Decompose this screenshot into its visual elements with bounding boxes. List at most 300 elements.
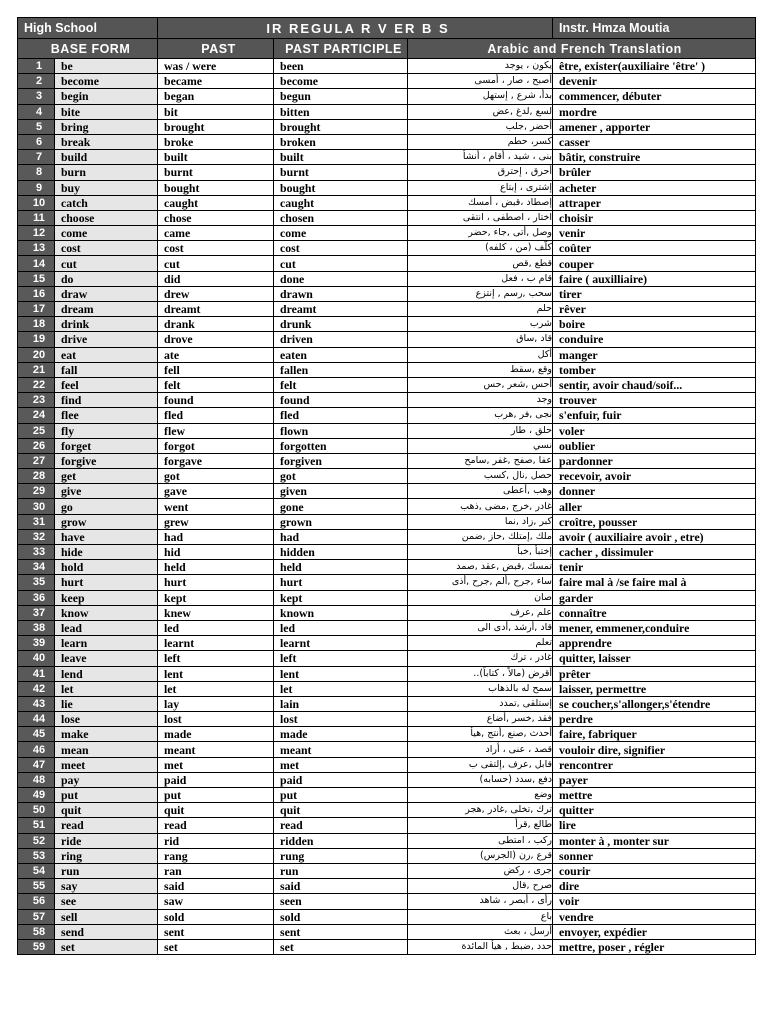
base-form-cell: put — [55, 788, 158, 803]
table-row — [18, 393, 756, 408]
arabic-translation-cell: ساء ,جرح ,ألم ,جرح ,أذى — [408, 575, 553, 590]
base-form-cell: have — [55, 529, 158, 544]
table-row — [18, 727, 756, 742]
past-cell: dreamt — [158, 302, 274, 317]
row-number: 20 — [18, 347, 55, 362]
past-participle-cell: lain — [274, 696, 408, 711]
table-row — [18, 666, 756, 681]
past-cell: chose — [158, 210, 274, 225]
row-number: 3 — [18, 89, 55, 104]
arabic-translation-cell: قابل ,عرف ,إلتقى ب — [408, 757, 553, 772]
row-number: 50 — [18, 803, 55, 818]
base-form-cell: forgive — [55, 453, 158, 468]
base-form-cell: keep — [55, 590, 158, 605]
table-row — [18, 59, 756, 74]
table-row — [18, 545, 756, 560]
past-cell: forgave — [158, 453, 274, 468]
french-translation-cell: choisir — [553, 210, 756, 225]
table-row — [18, 803, 756, 818]
past-participle-cell: burnt — [274, 165, 408, 180]
arabic-translation-cell: أكل — [408, 347, 553, 362]
base-form-cell: bite — [55, 104, 158, 119]
row-number: 39 — [18, 636, 55, 651]
table-row — [18, 788, 756, 803]
row-number: 52 — [18, 833, 55, 848]
past-participle-cell: gone — [274, 499, 408, 514]
table-row — [18, 469, 756, 484]
row-number: 40 — [18, 651, 55, 666]
arabic-translation-cell: إصطاد ،قبض ، أمسك — [408, 195, 553, 210]
row-number: 38 — [18, 620, 55, 635]
base-form-cell: burn — [55, 165, 158, 180]
past-cell: saw — [158, 894, 274, 909]
arabic-translation-cell: أحس ,شعر ,حس — [408, 377, 553, 392]
past-participle-cell: brought — [274, 119, 408, 134]
past-cell: sold — [158, 909, 274, 924]
base-form-cell: lead — [55, 620, 158, 635]
row-number: 42 — [18, 681, 55, 696]
row-number: 33 — [18, 545, 55, 560]
past-participle-cell: put — [274, 788, 408, 803]
past-participle-cell: learnt — [274, 636, 408, 651]
row-number: 28 — [18, 469, 55, 484]
french-translation-cell: garder — [553, 590, 756, 605]
table-row — [18, 848, 756, 863]
row-number: 48 — [18, 772, 55, 787]
arabic-translation-cell: فقد ,خسر ,أضاع — [408, 712, 553, 727]
table-row — [18, 453, 756, 468]
row-number: 19 — [18, 332, 55, 347]
arabic-translation-cell: شرب — [408, 317, 553, 332]
row-number: 57 — [18, 909, 55, 924]
base-form-cell: flee — [55, 408, 158, 423]
table-row — [18, 438, 756, 453]
row-number: 16 — [18, 286, 55, 301]
instructor-label: Instr. Hmza Moutia — [553, 18, 756, 39]
table-row — [18, 256, 756, 271]
french-translation-cell: cacher , dissimuler — [553, 545, 756, 560]
base-form-cell: hurt — [55, 575, 158, 590]
row-number: 31 — [18, 514, 55, 529]
table-row — [18, 210, 756, 225]
past-cell: lay — [158, 696, 274, 711]
row-number: 14 — [18, 256, 55, 271]
past-cell: drank — [158, 317, 274, 332]
arabic-translation-cell: ملك ,إمتلك ,حاز ,ضمن — [408, 529, 553, 544]
past-participle-cell: made — [274, 727, 408, 742]
row-number: 22 — [18, 377, 55, 392]
past-cell: went — [158, 499, 274, 514]
french-translation-cell: coûter — [553, 241, 756, 256]
french-translation-cell: mettre, poser , régler — [553, 939, 756, 954]
arabic-translation-cell: قاد ,أرشد ,أدى الى — [408, 620, 553, 635]
table-row — [18, 939, 756, 954]
arabic-translation-cell: سمح له بالذهاب — [408, 681, 553, 696]
arabic-translation-cell: لسع ,لدغ ,عض — [408, 104, 553, 119]
table-row — [18, 180, 756, 195]
past-participle-cell: rung — [274, 848, 408, 863]
arabic-translation-cell: قام ب ، فعل — [408, 271, 553, 286]
past-cell: put — [158, 788, 274, 803]
table-row — [18, 712, 756, 727]
base-form-cell: dream — [55, 302, 158, 317]
table-row — [18, 408, 756, 423]
french-translation-cell: rencontrer — [553, 757, 756, 772]
table-row — [18, 195, 756, 210]
past-cell: burnt — [158, 165, 274, 180]
arabic-translation-cell: أقرض (مالاً ، كتاباً).. — [408, 666, 553, 681]
table-row — [18, 347, 756, 362]
french-translation-cell: conduire — [553, 332, 756, 347]
french-translation-cell: voler — [553, 423, 756, 438]
base-form-cell: build — [55, 150, 158, 165]
base-form-cell: quit — [55, 803, 158, 818]
row-number: 35 — [18, 575, 55, 590]
base-form-cell: send — [55, 924, 158, 939]
past-cell: was / were — [158, 59, 274, 74]
past-cell: lent — [158, 666, 274, 681]
row-number: 36 — [18, 590, 55, 605]
french-translation-cell: mettre — [553, 788, 756, 803]
arabic-translation-cell: علم ,عرف — [408, 605, 553, 620]
past-participle-cell: sent — [274, 924, 408, 939]
table-row — [18, 484, 756, 499]
table-row — [18, 377, 756, 392]
base-form-cell: learn — [55, 636, 158, 651]
past-participle-cell: hurt — [274, 575, 408, 590]
past-cell: had — [158, 529, 274, 544]
past-cell: quit — [158, 803, 274, 818]
row-number: 9 — [18, 180, 55, 195]
french-translation-cell: couper — [553, 256, 756, 271]
arabic-translation-cell: بنى ، شيد ، أقام ، أنشأ — [408, 150, 553, 165]
french-translation-cell: perdre — [553, 712, 756, 727]
column-header-past: PAST — [158, 39, 274, 59]
past-cell: brought — [158, 119, 274, 134]
past-participle-cell: sold — [274, 909, 408, 924]
past-participle-cell: fallen — [274, 362, 408, 377]
table-row — [18, 590, 756, 605]
past-cell: ran — [158, 863, 274, 878]
french-translation-cell: attraper — [553, 195, 756, 210]
french-translation-cell: aller — [553, 499, 756, 514]
base-form-cell: draw — [55, 286, 158, 301]
arabic-translation-cell: قطع ,قص — [408, 256, 553, 271]
past-cell: hid — [158, 545, 274, 560]
past-cell: found — [158, 393, 274, 408]
past-cell: fell — [158, 362, 274, 377]
past-cell: ate — [158, 347, 274, 362]
past-cell: bought — [158, 180, 274, 195]
table-row — [18, 423, 756, 438]
base-form-cell: hide — [55, 545, 158, 560]
row-number: 26 — [18, 438, 55, 453]
base-form-cell: ring — [55, 848, 158, 863]
french-translation-cell: faire ( auxilliaire) — [553, 271, 756, 286]
french-translation-cell: courir — [553, 863, 756, 878]
arabic-translation-cell: رأى ، أبصر ، شاهد — [408, 894, 553, 909]
base-form-cell: give — [55, 484, 158, 499]
past-participle-cell: grown — [274, 514, 408, 529]
table-row — [18, 742, 756, 757]
french-translation-cell: connaître — [553, 605, 756, 620]
past-cell: fled — [158, 408, 274, 423]
row-number: 43 — [18, 696, 55, 711]
french-translation-cell: commencer, débuter — [553, 89, 756, 104]
past-cell: gave — [158, 484, 274, 499]
arabic-translation-cell: وقع ,سقط — [408, 362, 553, 377]
past-cell: rid — [158, 833, 274, 848]
past-participle-cell: bitten — [274, 104, 408, 119]
table-row — [18, 620, 756, 635]
past-participle-cell: lost — [274, 712, 408, 727]
row-number: 30 — [18, 499, 55, 514]
base-form-cell: do — [55, 271, 158, 286]
row-number: 41 — [18, 666, 55, 681]
arabic-translation-cell: كسر، حطم — [408, 134, 553, 149]
past-participle-cell: held — [274, 560, 408, 575]
french-translation-cell: lire — [553, 818, 756, 833]
past-cell: held — [158, 560, 274, 575]
arabic-translation-cell: إستلقى ,تمدد — [408, 696, 553, 711]
table-row — [18, 332, 756, 347]
past-participle-cell: kept — [274, 590, 408, 605]
past-participle-cell: eaten — [274, 347, 408, 362]
arabic-translation-cell: حلم — [408, 302, 553, 317]
past-participle-cell: cost — [274, 241, 408, 256]
past-cell: knew — [158, 605, 274, 620]
past-participle-cell: given — [274, 484, 408, 499]
table-row — [18, 818, 756, 833]
table-row — [18, 165, 756, 180]
past-cell: hurt — [158, 575, 274, 590]
table-row — [18, 894, 756, 909]
past-participle-cell: been — [274, 59, 408, 74]
row-number: 24 — [18, 408, 55, 423]
table-row — [18, 134, 756, 149]
base-form-cell: make — [55, 727, 158, 742]
french-translation-cell: faire mal à /se faire mal à — [553, 575, 756, 590]
column-header-participle: PAST PARTICIPLE — [274, 39, 408, 59]
past-participle-cell: said — [274, 879, 408, 894]
past-cell: paid — [158, 772, 274, 787]
base-form-cell: know — [55, 605, 158, 620]
base-form-cell: break — [55, 134, 158, 149]
french-translation-cell: faire, fabriquer — [553, 727, 756, 742]
arabic-translation-cell: وهب ,أعطى — [408, 484, 553, 499]
school-label: High School — [18, 18, 158, 39]
table-row — [18, 924, 756, 939]
row-number: 59 — [18, 939, 55, 954]
french-translation-cell: tomber — [553, 362, 756, 377]
arabic-translation-cell: نجى ,فر ,هرب — [408, 408, 553, 423]
french-translation-cell: tirer — [553, 286, 756, 301]
base-form-cell: feel — [55, 377, 158, 392]
row-number: 1 — [18, 59, 55, 74]
row-number: 18 — [18, 317, 55, 332]
row-number: 32 — [18, 529, 55, 544]
french-translation-cell: amener , apporter — [553, 119, 756, 134]
row-number: 34 — [18, 560, 55, 575]
arabic-translation-cell: باع — [408, 909, 553, 924]
table-row — [18, 302, 756, 317]
arabic-translation-cell: حلق ، طار — [408, 423, 553, 438]
table-row — [18, 286, 756, 301]
past-participle-cell: let — [274, 681, 408, 696]
arabic-translation-cell: قاد ,ساق — [408, 332, 553, 347]
table-row — [18, 529, 756, 544]
past-participle-cell: known — [274, 605, 408, 620]
past-cell: said — [158, 879, 274, 894]
base-form-cell: lose — [55, 712, 158, 727]
arabic-translation-cell: صرح ,قال — [408, 879, 553, 894]
table-row — [18, 362, 756, 377]
french-translation-cell: vouloir dire, signifier — [553, 742, 756, 757]
french-translation-cell: oublier — [553, 438, 756, 453]
french-translation-cell: payer — [553, 772, 756, 787]
table-row — [18, 150, 756, 165]
arabic-translation-cell: تمسك ,قبض ,عقد ,صمد — [408, 560, 553, 575]
arabic-translation-cell: يكون ، يوجد — [408, 59, 553, 74]
past-cell: learnt — [158, 636, 274, 651]
past-cell: rang — [158, 848, 274, 863]
row-number: 17 — [18, 302, 55, 317]
row-number: 10 — [18, 195, 55, 210]
arabic-translation-cell: أرسل ، بعث — [408, 924, 553, 939]
past-participle-cell: caught — [274, 195, 408, 210]
french-translation-cell: être, exister(auxiliaire 'être' ) — [553, 59, 756, 74]
base-form-cell: drive — [55, 332, 158, 347]
past-participle-cell: forgotten — [274, 438, 408, 453]
french-translation-cell: avoir ( auxiliaire avoir , etre) — [553, 529, 756, 544]
base-form-cell: cost — [55, 241, 158, 256]
past-participle-cell: hidden — [274, 545, 408, 560]
past-cell: came — [158, 226, 274, 241]
past-cell: set — [158, 939, 274, 954]
base-form-cell: lend — [55, 666, 158, 681]
past-participle-cell: drawn — [274, 286, 408, 301]
table-row — [18, 514, 756, 529]
past-participle-cell: chosen — [274, 210, 408, 225]
row-number: 58 — [18, 924, 55, 939]
past-participle-cell: had — [274, 529, 408, 544]
row-number: 54 — [18, 863, 55, 878]
past-participle-cell: run — [274, 863, 408, 878]
table-row — [18, 74, 756, 89]
arabic-translation-cell: عفا ,صفح ,غفر ,سامح — [408, 453, 553, 468]
arabic-translation-cell: دفع ,سدد (حسابه) — [408, 772, 553, 787]
base-form-cell: buy — [55, 180, 158, 195]
past-participle-cell: quit — [274, 803, 408, 818]
row-number: 7 — [18, 150, 55, 165]
arabic-translation-cell: غادر ,خرج ,مضى ,ذهب — [408, 499, 553, 514]
table-row — [18, 651, 756, 666]
table-row — [18, 636, 756, 651]
row-number: 29 — [18, 484, 55, 499]
past-cell: bit — [158, 104, 274, 119]
past-participle-cell: driven — [274, 332, 408, 347]
arabic-translation-cell: وضع — [408, 788, 553, 803]
past-participle-cell: lent — [274, 666, 408, 681]
french-translation-cell: donner — [553, 484, 756, 499]
french-translation-cell: croître, pousser — [553, 514, 756, 529]
arabic-translation-cell: كبر ,زاد ,نما — [408, 514, 553, 529]
arabic-translation-cell: نسي — [408, 438, 553, 453]
table-row — [18, 241, 756, 256]
past-cell: grew — [158, 514, 274, 529]
base-form-cell: catch — [55, 195, 158, 210]
arabic-translation-cell: كلّف (من ، كلفه) — [408, 241, 553, 256]
base-form-cell: leave — [55, 651, 158, 666]
past-cell: did — [158, 271, 274, 286]
past-participle-cell: felt — [274, 377, 408, 392]
row-number: 47 — [18, 757, 55, 772]
arabic-translation-cell: بدأ، شرع , إستهل — [408, 89, 553, 104]
arabic-translation-cell: غادر ، ترك — [408, 651, 553, 666]
past-participle-cell: bought — [274, 180, 408, 195]
base-form-cell: be — [55, 59, 158, 74]
past-cell: met — [158, 757, 274, 772]
table-row — [18, 575, 756, 590]
base-form-cell: ride — [55, 833, 158, 848]
arabic-translation-cell: اختار ، اصطفى ، انتقى — [408, 210, 553, 225]
french-translation-cell: venir — [553, 226, 756, 241]
french-translation-cell: manger — [553, 347, 756, 362]
base-form-cell: fall — [55, 362, 158, 377]
title-row — [18, 18, 756, 39]
french-translation-cell: trouver — [553, 393, 756, 408]
french-translation-cell: envoyer, expédier — [553, 924, 756, 939]
sheet-title: IR REGULA R V ER B S — [158, 18, 553, 39]
french-translation-cell: se coucher,s'allonger,s'étendre — [553, 696, 756, 711]
arabic-translation-cell: ركب ، امتطى — [408, 833, 553, 848]
row-number: 49 — [18, 788, 55, 803]
french-translation-cell: devenir — [553, 74, 756, 89]
row-number: 55 — [18, 879, 55, 894]
past-participle-cell: dreamt — [274, 302, 408, 317]
french-translation-cell: acheter — [553, 180, 756, 195]
past-cell: kept — [158, 590, 274, 605]
row-number: 56 — [18, 894, 55, 909]
base-form-cell: find — [55, 393, 158, 408]
french-translation-cell: mordre — [553, 104, 756, 119]
past-cell: read — [158, 818, 274, 833]
row-number: 15 — [18, 271, 55, 286]
past-participle-cell: done — [274, 271, 408, 286]
row-number: 44 — [18, 712, 55, 727]
french-translation-cell: quitter — [553, 803, 756, 818]
base-form-cell: lie — [55, 696, 158, 711]
table-row — [18, 833, 756, 848]
past-cell: began — [158, 89, 274, 104]
row-number: 2 — [18, 74, 55, 89]
past-cell: led — [158, 620, 274, 635]
past-cell: drove — [158, 332, 274, 347]
past-cell: drew — [158, 286, 274, 301]
irregular-verbs-sheet — [17, 17, 755, 955]
base-form-cell: see — [55, 894, 158, 909]
past-participle-cell: met — [274, 757, 408, 772]
row-number: 51 — [18, 818, 55, 833]
past-cell: sent — [158, 924, 274, 939]
french-translation-cell: mener, emmener,conduire — [553, 620, 756, 635]
arabic-translation-cell: صان — [408, 590, 553, 605]
base-form-cell: become — [55, 74, 158, 89]
french-translation-cell: apprendre — [553, 636, 756, 651]
base-form-cell: mean — [55, 742, 158, 757]
french-translation-cell: sentir, avoir chaud/soif... — [553, 377, 756, 392]
arabic-translation-cell: حدد ,ضبط , هيأ المائدة — [408, 939, 553, 954]
